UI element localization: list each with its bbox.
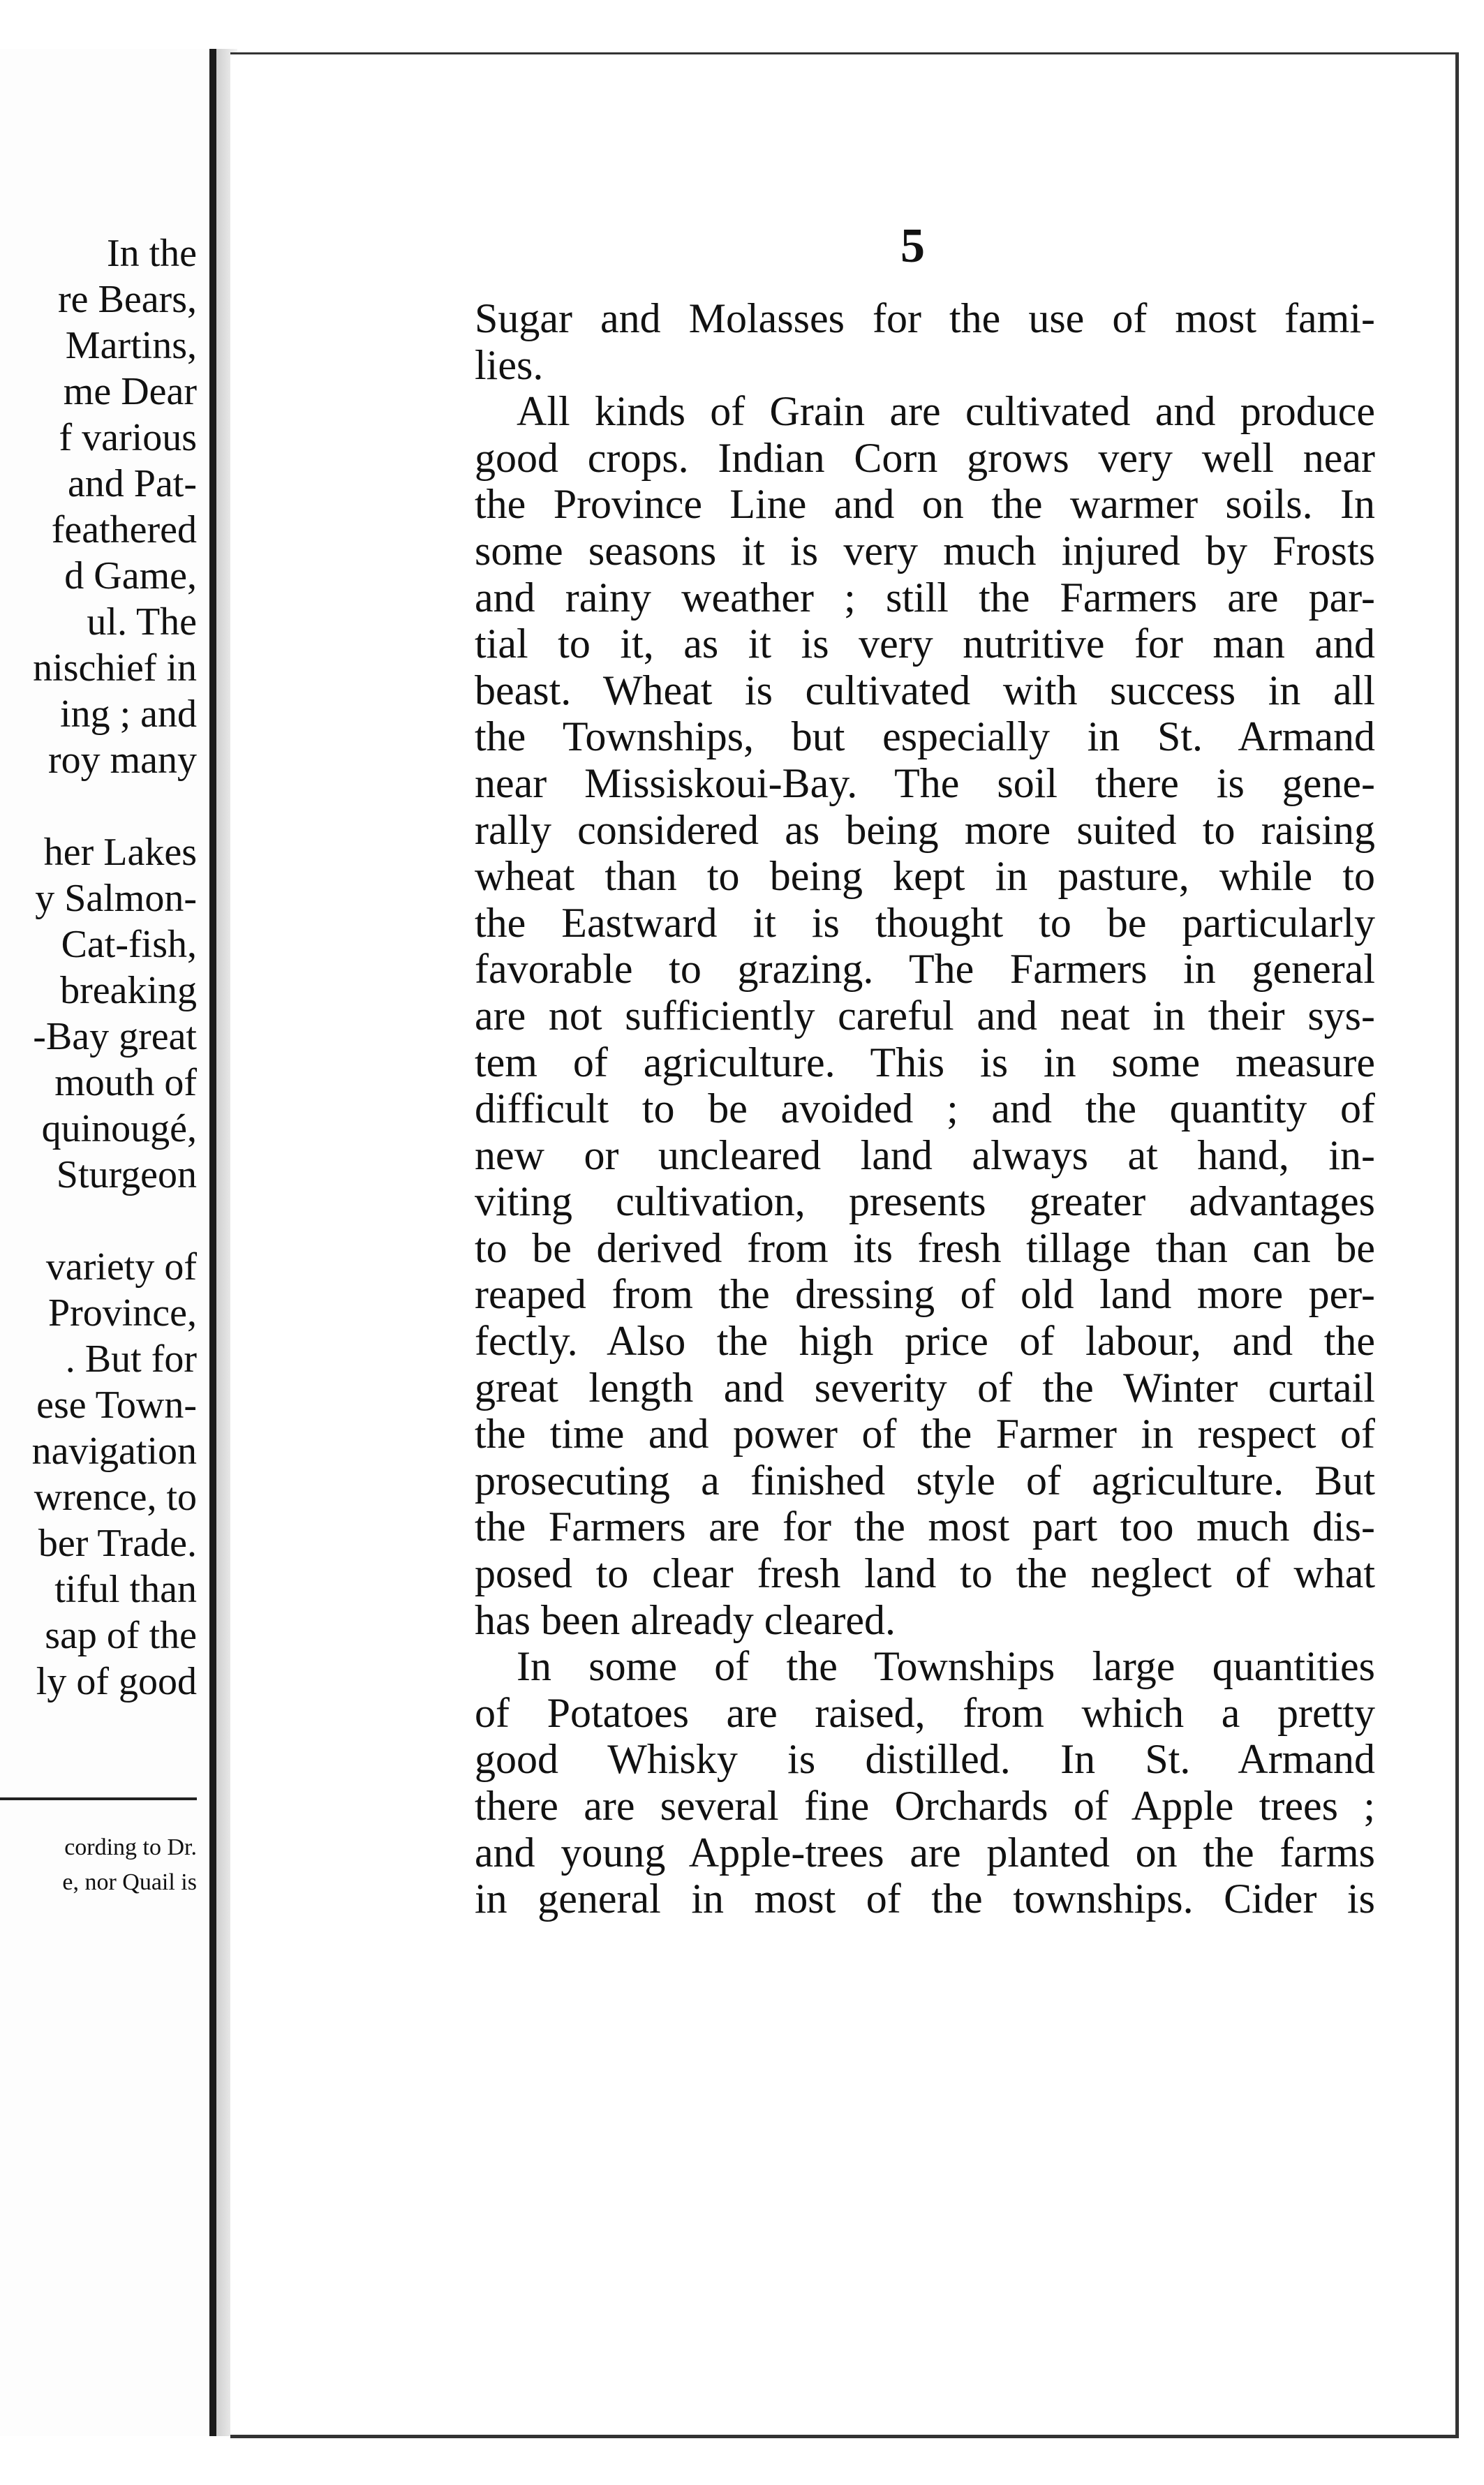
text-line: Sugar and Molasses for the use of most fami-	[475, 295, 1375, 341]
text-line: the Eastward it is thought to be particularly	[475, 899, 1375, 946]
text-line: viting cultivation, presents greater advantages	[475, 1178, 1375, 1225]
left-footnote-line: e, nor Quail is	[62, 1869, 197, 1895]
text-line: prosecuting a finished style of agriculture. But	[475, 1457, 1375, 1504]
text-line: of Potatoes are raised, from which a pretty	[475, 1689, 1375, 1736]
text-line: tial to it, as it is very nutritive for man and	[475, 621, 1375, 667]
text-line: to be derived from its fresh tillage than can be	[475, 1224, 1375, 1271]
left-text-line: feathered	[51, 508, 197, 551]
text-line: reaped from the dressing of old land more per-	[475, 1271, 1375, 1318]
left-text-line: mouth of	[54, 1061, 197, 1104]
text-line: All kinds of Grain are cultivated and produce	[517, 388, 1375, 435]
left-text-line: variety of	[45, 1245, 197, 1289]
left-text-line: breaking	[60, 969, 197, 1012]
left-text-line: her Lakes	[43, 831, 197, 874]
left-text-line: -Bay great	[33, 1015, 197, 1058]
text-line: rally considered as being more suited to raising	[475, 806, 1375, 853]
body-text	[475, 295, 1375, 1922]
text-line: near Missiskoui-Bay. The soil there is gene-	[475, 759, 1375, 806]
text-line: favorable to grazing. The Farmers in general	[475, 946, 1375, 993]
text-line: wheat than to being kept in pasture, while to	[475, 853, 1375, 900]
text-line: beast. Wheat is cultivated with success in all	[475, 667, 1375, 713]
left-text-line: ese Town-	[36, 1384, 197, 1427]
left-text-line: roy many	[47, 739, 197, 782]
left-text-line: re Bears,	[57, 278, 197, 321]
text-line: lies.	[475, 341, 544, 388]
left-text-line: f various	[59, 416, 197, 459]
left-text-line: y Salmon-	[35, 877, 197, 920]
left-text-line: Sturgeon	[56, 1153, 197, 1196]
text-line: in general in most of the townships. Cider is	[475, 1876, 1375, 1922]
text-line: some seasons it is very much injured by Frosts	[475, 527, 1375, 574]
text-line: the time and power of the Farmer in respect of	[475, 1411, 1375, 1457]
text-line: there are several fine Orchards of Apple trees ;	[475, 1783, 1375, 1829]
left-text-line: In the	[106, 232, 197, 275]
left-text-line: tiful than	[54, 1568, 197, 1611]
left-text-line: wrence, to	[34, 1476, 197, 1519]
text-line: has been already cleared.	[475, 1596, 896, 1643]
right-page	[230, 52, 1459, 2438]
left-text-line: ing ; and	[60, 692, 197, 736]
text-line: the Province Line and on the warmer soils. In	[475, 481, 1375, 528]
left-text-line: ul. The	[87, 600, 197, 644]
footnote-rule	[0, 1797, 197, 1800]
left-text-line: quinougé,	[41, 1107, 197, 1150]
left-text-line: ly of good	[36, 1660, 197, 1703]
text-line: great length and severity of the Winter curtail	[475, 1364, 1375, 1411]
text-line: and young Apple-trees are planted on the farms	[475, 1829, 1375, 1876]
text-line: and rainy weather ; still the Farmers are par-	[475, 574, 1375, 621]
left-text-line: me Dear	[63, 370, 197, 413]
text-line: difficult to be avoided ; and the quantity of	[475, 1085, 1375, 1132]
left-page	[0, 49, 216, 2436]
left-text-line: Province,	[47, 1291, 197, 1335]
text-line: good Whisky is distilled. In St. Armand	[475, 1736, 1375, 1783]
left-text-line: Martins,	[65, 324, 197, 367]
text-line: are not sufficiently careful and neat in their sys-	[475, 992, 1375, 1039]
left-text-line: ber Trade.	[38, 1522, 197, 1565]
left-text-line: Cat-fish,	[61, 923, 197, 966]
text-line: tem of agriculture. This is in some measure	[475, 1039, 1375, 1085]
text-line: In some of the Townships large quantities	[517, 1643, 1375, 1690]
left-text-line: d Game,	[64, 554, 197, 598]
text-line: good crops. Indian Corn grows very well near	[475, 434, 1375, 481]
left-text-line: and Pat-	[67, 462, 197, 505]
text-line: the Farmers are for the most part too much dis-	[475, 1504, 1375, 1550]
left-text-line: nischief in	[33, 646, 197, 690]
text-line: new or uncleared land always at hand, in-	[475, 1132, 1375, 1178]
text-line: the Townships, but especially in St. Armand	[475, 713, 1375, 760]
left-text-line: navigation	[31, 1430, 197, 1473]
text-line: fectly. Also the high price of labour, and the	[475, 1318, 1375, 1365]
left-footnote-line: cording to Dr.	[64, 1834, 197, 1860]
page-number: 5	[900, 219, 925, 273]
left-text-line: sap of the	[45, 1614, 197, 1657]
left-text-line: . But for	[65, 1337, 197, 1381]
text-line: posed to clear fresh land to the neglect of what	[475, 1550, 1375, 1597]
